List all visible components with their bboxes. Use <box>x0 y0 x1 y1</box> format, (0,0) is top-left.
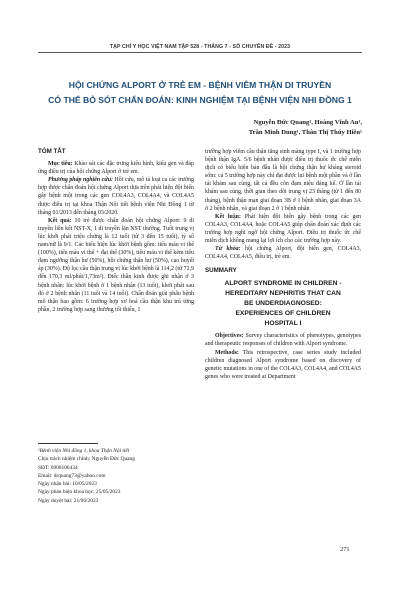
abstract-method <box>38 176 194 216</box>
method-text: Hồi cứu, mô tả loạt ca các trường hợp được chẩn đoán hội chứng Alport dựa trên phát hiện đột biến gây bệnh một trong các gen COL4A3, COL4A4, và COL4A5 được điều trị tại khoa Thận Nội tiết bệnh viện Nhi Đồng 1 từ tháng 01/2013 đến tháng 03/2020. <box>38 177 194 216</box>
footnote-phone: SĐT: 0908106434 <box>38 464 78 471</box>
footnote-received: Ngày nhận bài: 10/05/2023 <box>38 481 97 488</box>
summary-heading: SUMMARY <box>205 267 237 275</box>
english-title-line: HOSPITAL I <box>264 319 302 327</box>
footnote-corresponding: Chịu trách nhiệm chính: Nguyễn Đức Quang <box>38 456 135 463</box>
keywords-label: Từ khóa: <box>215 246 241 253</box>
method-label: Phương pháp nghiên cứu: <box>48 177 113 184</box>
conclusion-text: Phát hiện đột biến gây bệnh trong các gen COL4A3, COL4A4, hoặc COL4A5 giúp chẩn đoán xác định các trường hợp nghi ngờ hội chứng Alport. Điều trị thuốc ức chế miễn dịch không mang lại lợi ích cho các trường hợp này. <box>205 213 361 245</box>
footnote-email: Email: drquang73@yahoo.com <box>38 472 106 479</box>
author-line: Trần Minh Dung¹, Thân Thị Thúy Hiền¹ <box>248 129 362 136</box>
methods-label: Methods: <box>215 349 239 356</box>
author-list <box>200 118 362 138</box>
header-rule <box>38 52 362 53</box>
objective-label: Mục tiêu: <box>48 161 73 168</box>
keywords-text: hội chứng Alport, đột biến gen, COL4A3, COL4A4, COL4A5, điều trị, trẻ em. <box>205 246 361 261</box>
objective-text: Khảo sát các đặc trưng kiểu hình, kiểu gen và đáp ứng điều trị của hội chứng Alport ở trẻ em. <box>38 161 194 176</box>
abstract-conclusion <box>205 213 361 245</box>
article-title-line: CÓ THỂ BỎ SÓT CHẨN ĐOÁN: KINH NGHIỆM TẠI BỆNH VIỆN NHI ĐỒNG 1 <box>48 95 352 105</box>
author-line: Nguyễn Đức Quang¹, Hoàng Vĩnh An¹, <box>253 119 362 126</box>
objectives-text: Survey characteristics of phenotypes, genotypes and therapeutic responses of children with Alport syndrome. <box>205 333 361 348</box>
abstract-objective <box>38 160 194 176</box>
article-title <box>30 78 370 108</box>
result-continued: trường hợp viêm cầu thận tăng sinh màng type I, và 1 trường hợp bệnh thận IgA. 5/6 bệnh nhân được điều trị thuốc ức chế miễn dịch có biểu hiện bán đầu là hội chứng thận hư kháng steroid sớm: cả 5 trường hợp này chỉ đạt được lui bệnh một phần và ở lần tái khám sau cùng, tất cả đều còn đạm niệu đáng kể. Ở lần tái khám sau cùng, thời gian theo dõi trung vị 23 tháng (từ 1 đến 80 tháng), bệnh thận mạn giai đoạn 3B ở 1 bệnh nhân, giai đoạn 3A ở 2 bệnh nhân, và giai đoạn 2 ở 1 bệnh nhân. <box>205 149 361 212</box>
footnote-affiliation <box>38 447 194 455</box>
left-column <box>38 148 194 314</box>
english-title-line: EXPERIENCES OF CHILDREN <box>235 309 331 317</box>
conclusion-label: Kết luận: <box>215 213 241 220</box>
page-number: 271 <box>340 546 350 553</box>
abstract-keywords <box>205 245 361 261</box>
journal-header: TẠP CHÍ Y HỌC VIỆT NAM TẬP 528 - THÁNG 7 - SỐ CHUYÊN ĐỀ - 2023 <box>109 44 291 50</box>
footnote <box>38 447 194 505</box>
english-title-line: ALPORT SYNDROME IN CHILDREN - <box>224 280 342 288</box>
right-column <box>205 148 361 381</box>
footnote-reviewed: Ngày phản biện khoa học: 25/05/2023 <box>38 489 121 496</box>
summary-objectives <box>205 332 361 348</box>
result-label: Kết quả: <box>48 217 72 224</box>
article-title-line: HỘI CHỨNG ALPORT Ở TRẺ EM - BỆNH VIÊM THẬN DI TRUYỀN <box>68 80 332 90</box>
english-title-line: BE UNDERDIAGNOSED: <box>244 300 322 307</box>
footnote-accepted: Ngày duyệt bài: 21/06/2023 <box>38 497 99 504</box>
affiliation-text: ¹Bệnh viện Nhi đồng 1, khoa Thận Nội tiết <box>38 448 130 454</box>
english-title <box>205 279 361 328</box>
abstract-heading: TÓM TẮT <box>38 148 66 155</box>
result-text: 10 trẻ được chẩn đoán hội chứng Alport: 9 di truyền liên kết NST-X, 1 di truyền lặn NST thường. Tuổi trung vị lúc khởi phát triệu chứng là 12 tuổi (từ 3 đến 15 tuổi), tỷ số nam/nữ là 9/1. Các biểu hiện lúc khởi bệnh gồm: tiểu máu vi thể (100%), tiểu máu vi thể + đại thể (30%), tiểu máu vi thể kèm tiểu đạm ngưỡng thận hư (50%), hội chứng thận hư (50%), cao huyết áp (30%). Độ lọc cầu thận trung vị lúc khởi bệnh là 114,2 (từ 72,9 đến 170,3 ml/phút/1,73m²). Điếc thần kinh được ghi nhận ở 3 bệnh nhân: lúc khởi bệnh ở 1 bệnh nhân (13 tuổi), khởi phát sau đó ở 2 bệnh nhân (11 tuổi và 14 tuổi). Chẩn đoán giải phẫu bệnh mô thận bao gồm: 6 trường hợp xơ hoá cầu thận khu trú từng phần, 2 trường hợp sang thương tối thiểu, 1 <box>38 217 195 313</box>
summary-methods <box>205 349 361 381</box>
abstract-result <box>38 217 194 314</box>
english-title-line: HEREDITARY NEPHRITIS THAT CAN <box>225 290 341 298</box>
methods-text: This retrospective, case series study included children diagnosed Alport syndrome based on discovery of genetic mutations in one of the COL4A3, COL4A4, and COL4A5 genes who were treated at Department <box>205 349 361 380</box>
objectives-label: Objectives: <box>215 333 244 340</box>
footnote-rule <box>38 443 98 444</box>
